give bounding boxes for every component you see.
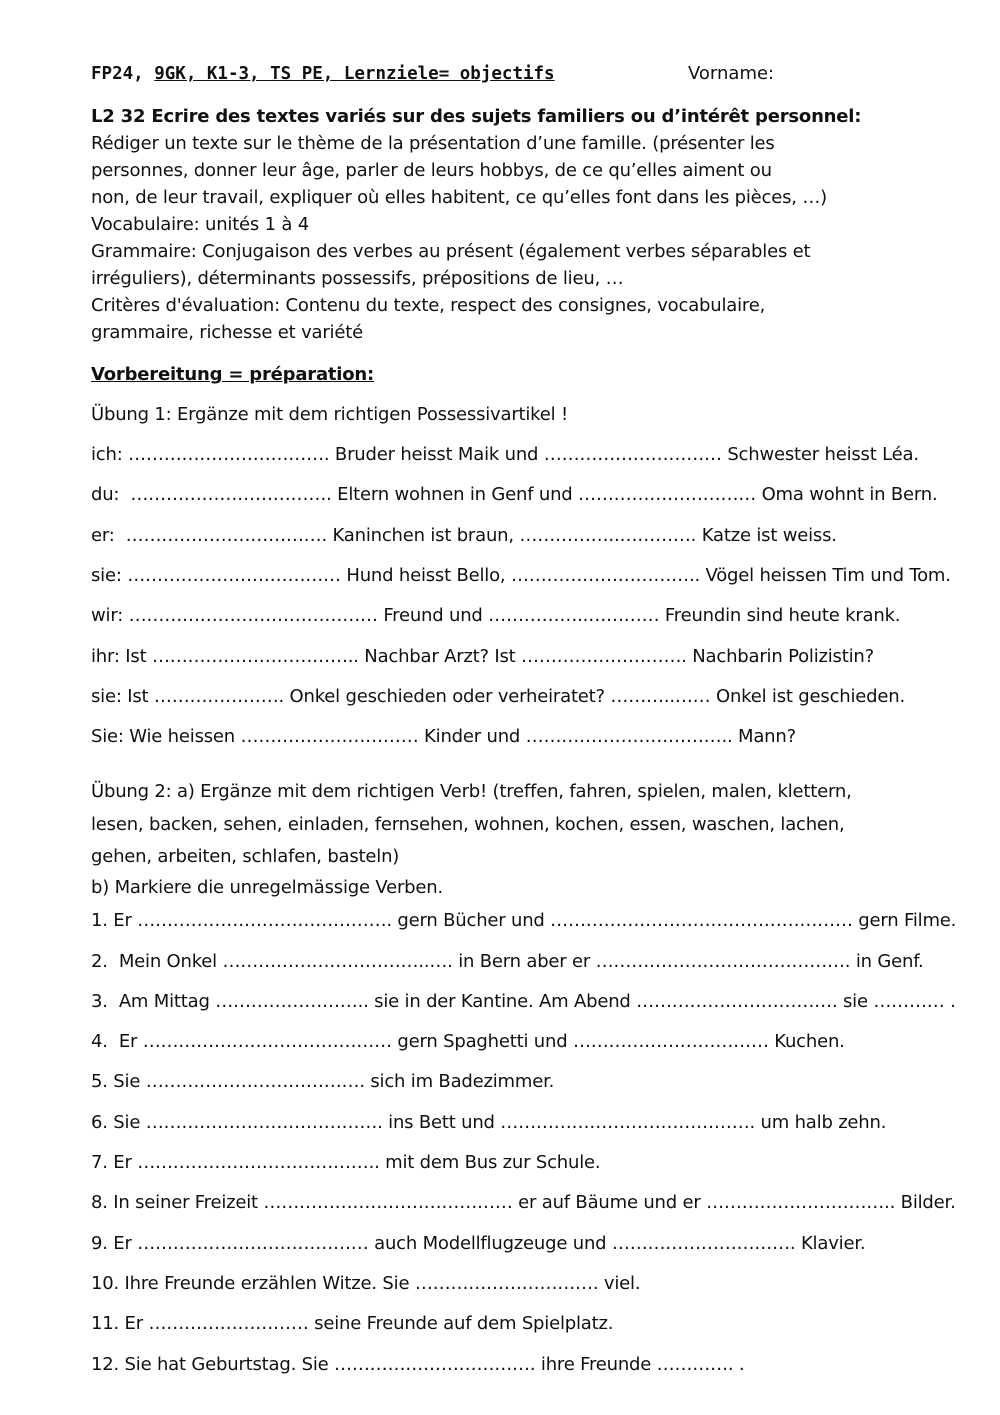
objective-line: grammaire, richesse et variété: [91, 322, 363, 343]
vorname-label: Vorname:: [688, 63, 775, 84]
exercise1-instruction: Übung 1: Ergänze mit dem richtigen Possessivartikel !: [91, 404, 568, 425]
title-prefix: FP24,: [91, 64, 155, 84]
exercise2-item: 4. Er …………………………………… gern Spaghetti und …………………………… Kuchen.: [91, 1031, 845, 1052]
exercise2-item: 5. Sie ………………………………. sich im Badezimmer.: [91, 1071, 555, 1092]
exercise2-item: 7. Er ………………………………….. mit dem Bus zur Schule.: [91, 1152, 601, 1173]
title-underlined: 9GK, K1-3, TS PE, Lernziele= objectifs: [154, 64, 555, 84]
exercise2-item: 10. Ihre Freunde erzählen Witze. Sie …………………………. viel.: [91, 1273, 641, 1294]
exercise2-instruction: Übung 2: a) Ergänze mit dem richtigen Verb! (treffen, fahren, spielen, malen, klettern,: [91, 781, 852, 802]
exercise2-item: 11. Er ……………………… seine Freunde auf dem Spielplatz.: [91, 1313, 614, 1334]
exercise2-item: 2. Mein Onkel ……………………………..…. in Bern aber er ……………………………………. in Genf.: [91, 951, 924, 972]
exercise2-item: 12. Sie hat Geburtstag. Sie ……………………………. ihre Freunde …………. .: [91, 1354, 745, 1375]
objective-line: non, de leur travail, expliquer où elles habitent, ce qu’elles font dans les pièces, …): [91, 187, 827, 208]
exercise1-line: ich: ……………………………. Bruder heisst Maik und ………………………… Schwester heisst Léa.: [91, 444, 919, 465]
exercise2-part-b: b) Markiere die unregelmässige Verben.: [91, 877, 444, 898]
objective-line: Rédiger un texte sur le thème de la présentation d’une famille. (présenter les: [91, 133, 775, 154]
worksheet-title: [91, 62, 555, 86]
preparation-heading: Vorbereitung = préparation:: [91, 364, 375, 385]
objective-line: personnes, donner leur âge, parler de leurs hobbys, de ce qu’elles aiment ou: [91, 160, 772, 181]
exercise1-line: wir: …………………………………… Freund und ……………..………… Freundin sind heute krank.: [91, 605, 901, 626]
objective-line: Vocabulaire: unités 1 à 4: [91, 214, 310, 235]
exercise2-item: 1. Er ……………………………………. gern Bücher und …………………………………………… gern Filme.: [91, 910, 957, 931]
objective-line: Critères d'évaluation: Contenu du texte, respect des consignes, vocabulaire,: [91, 295, 766, 316]
objective-line: irréguliers), déterminants possessifs, prépositions de lieu, …: [91, 268, 624, 289]
exercise2-instruction: lesen, backen, sehen, einladen, fernsehen, wohnen, kochen, essen, waschen, lachen,: [91, 814, 845, 835]
exercise1-line: Sie: Wie heissen ………………………… Kinder und …………………………….. Mann?: [91, 726, 796, 747]
exercise2-item: 8. In seiner Freizeit …………………………………… er auf Bäume und er ………………………….. Bilder.: [91, 1192, 956, 1213]
exercise1-line: du: ……………………………. Eltern wohnen in Genf und ………………………… Oma wohnt in Bern.: [91, 484, 938, 505]
exercise2-item: 3. Am Mittag …………………….. sie in der Kantine. Am Abend ……………………………. sie ………… .: [91, 991, 956, 1012]
exercise1-line: ihr: Ist …………………………….. Nachbar Arzt? Ist ………………………. Nachbarin Polizistin?: [91, 646, 874, 667]
exercise1-line: er: ……………………………. Kaninchen ist braun, ……………..…………. Katze ist weiss.: [91, 525, 837, 546]
exercise1-line: sie: ……………………………… Hund heisst Bello, ………………………….. Vögel heissen Tim und Tom.: [91, 565, 951, 586]
objective-heading: L2 32 Ecrire des textes variés sur des sujets familiers ou d’intérêt personnel:: [91, 106, 862, 127]
objective-line: Grammaire: Conjugaison des verbes au présent (également verbes séparables et: [91, 241, 811, 262]
exercise1-line: sie: Ist …………………. Onkel geschieden oder verheiratet? ………..…… Onkel ist geschieden.: [91, 686, 905, 707]
exercise2-item: 6. Sie …………………………………. ins Bett und ……………………………………. um halb zehn.: [91, 1112, 887, 1133]
exercise2-instruction: gehen, arbeiten, schlafen, basteln): [91, 846, 400, 867]
exercise2-item: 9. Er ………………………………… auch Modellflugzeuge und …………………………. Klavier.: [91, 1233, 866, 1254]
